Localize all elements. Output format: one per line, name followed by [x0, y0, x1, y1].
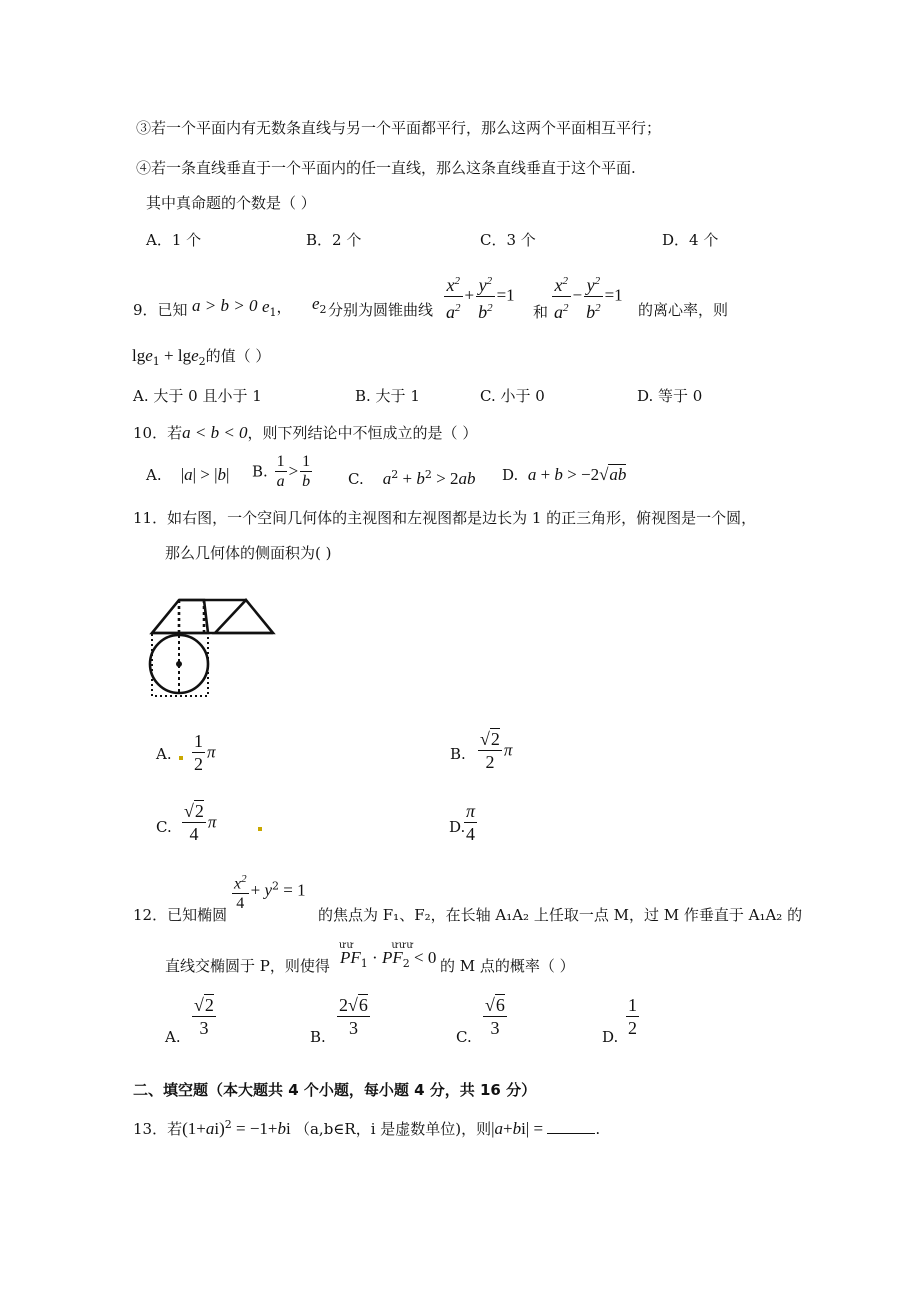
q9-mid-text: 分别为圆锥曲线: [328, 301, 434, 319]
section-2-title: 二、填空题（本大题共 4 个小题，每小题 4 分，共 16 分）: [133, 1081, 537, 1099]
q12-ellipse-equation: $\frac{x^2}{4}$ + $y^2 = 1$: [230, 870, 306, 913]
q11-option-c: C.: [156, 818, 172, 836]
q10-option-d: D. a + b > −2√ab: [502, 465, 627, 484]
q11-option-c-value: $\frac{√2}{4}$ π: [184, 801, 217, 844]
q11-option-b-value: $\frac{√2}{2}$ π: [480, 729, 513, 772]
q12-option-d: D.: [602, 1028, 619, 1046]
question-8-prompt: 其中真命题的个数是（ ）: [146, 194, 316, 212]
option-c: C．3 个: [480, 231, 536, 249]
q12-stem-suffix: 的焦点为 F₁、F₂，在长轴 A₁A₂ 上任取一点 M，过 M 作垂直于 A₁A₂ 的: [318, 906, 803, 924]
stray-mark: [179, 756, 183, 760]
q9-end-text: 的离心率，则: [638, 301, 729, 319]
q11-option-d: D.: [449, 818, 466, 836]
q9-line2-suffix: 的值（ ）: [205, 347, 271, 365]
answer-blank[interactable]: [547, 1119, 595, 1134]
stray-mark: [258, 827, 262, 831]
q11-option-a: A.: [156, 745, 172, 763]
q10-option-a: A. |a| > |b|: [146, 465, 230, 484]
q12-line2-prefix: 直线交椭圆于 P，则使得: [165, 957, 330, 975]
q12-vector-condition: $PF_1 \cdot PF_2 < 0$: [340, 948, 437, 970]
q9-option-b: B. 大于 1: [355, 387, 420, 405]
q9-option-c: C. 小于 0: [480, 387, 545, 405]
q11-option-b: B.: [450, 745, 466, 763]
q10-stem: 10．若a < b < 0，则下列结论中不恒成立的是（ ）: [133, 423, 478, 442]
q12-option-c: C.: [456, 1028, 472, 1046]
q9-and: 和: [533, 303, 549, 321]
q12-option-c-value: $\frac{√6}{3}$: [485, 995, 505, 1038]
option-d: D．4 个: [662, 231, 719, 249]
q12-option-a-value: $\frac{√2}{3}$: [194, 995, 214, 1038]
q9-option-a: A. 大于 0 且小于 1: [133, 387, 262, 405]
q11-stem-line2: 那么几何体的侧面积为( ): [165, 544, 332, 562]
option-b: B．2 个: [306, 231, 362, 249]
q11-option-a-value: $\frac{1}{2}$ π: [194, 731, 216, 774]
q11-stem-line1: 11．如右图，一个空间几何体的主视图和左视图都是边长为 1 的正三角形，俯视图是一个圆，: [133, 509, 757, 527]
q12-stem-prefix: 12．已知椭圆: [133, 906, 228, 924]
q9-hyperbola-equation: $\frac{x^2}{a^2}$ − $\frac{y^2}{b^2}$ =1: [550, 270, 623, 323]
q12-option-b-value: $\frac{2√6}{3}$: [339, 995, 368, 1038]
statement-3: ③若一个平面内有无数条直线与另一个平面都平行，那么这两个平面相互平行；: [136, 119, 662, 137]
q12-line2-suffix: 的 M 点的概率（ ）: [440, 957, 575, 975]
q9-e2: $e_2$: [312, 294, 327, 316]
q11-option-d-value: $\frac{\pi}{4}$: [466, 801, 476, 844]
vector-arrows: ưư ưưư: [339, 940, 414, 951]
q9-e1: $e_1$，: [262, 297, 292, 319]
q9-log-expression: lge$_1$ + lge$_2$的值（ ）: [132, 346, 271, 368]
q9-number: 9．已知: [133, 301, 188, 319]
q12-option-b: B.: [310, 1028, 326, 1046]
three-view-figure: [140, 588, 280, 708]
q10-option-c: C. $a^2 + b^2 > 2ab$: [348, 468, 476, 488]
option-a: A．1 个: [146, 231, 202, 249]
q10-option-b: B. $\frac{1}{a}$ > $\frac{1}{b}$: [252, 453, 311, 490]
q12-option-a: A.: [165, 1028, 181, 1046]
q13-stem: 13．若$(1+ai)^2 = -1+bi$ （a,b∈R，i 是虚数单位)，则|a+bi| = .: [133, 1118, 601, 1138]
q9-option-d: D. 等于 0: [637, 387, 703, 405]
q9-condition: a > b > 0: [192, 296, 258, 315]
q9-ellipse-equation: $\frac{x^2}{a^2}$ + $\frac{y^2}{b^2}$ =1: [442, 270, 515, 323]
statement-4: ④若一条直线垂直于一个平面内的任一直线，那么这条直线垂直于这个平面.: [136, 159, 636, 177]
q12-option-d-value: $\frac{1}{2}$: [628, 995, 637, 1038]
